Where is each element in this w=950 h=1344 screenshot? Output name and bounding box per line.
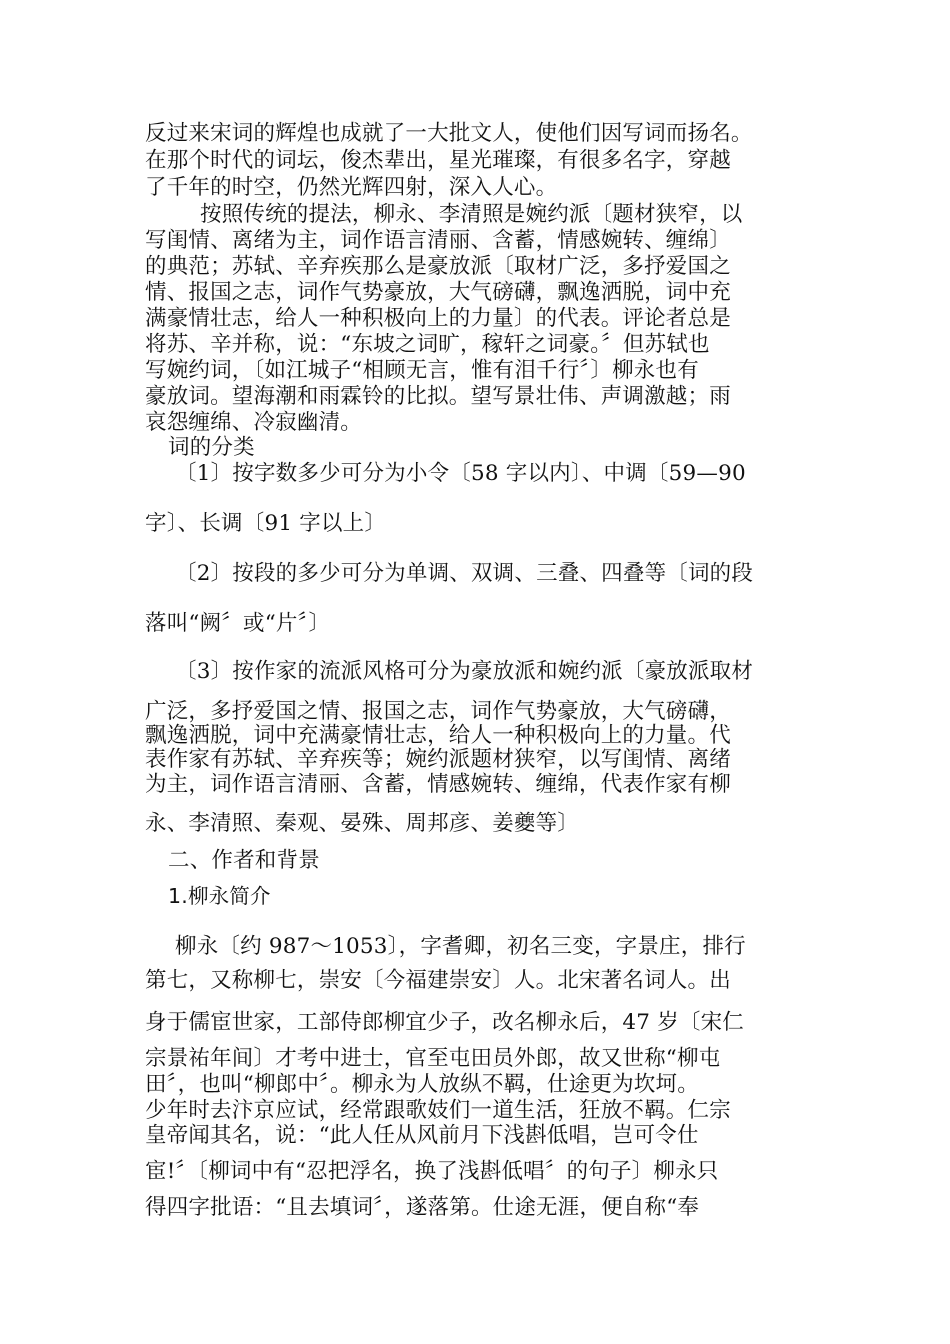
- bio-line: 皇帝闻其名，说：“此人任从风前月下浅斟低唱，岂可令仕: [145, 1123, 699, 1148]
- classification-item-3: 〔3〕按作家的流派风格可分为豪放派和婉约派〔豪放派取材: [175, 659, 754, 684]
- intro-line: 反过来宋词的辉煌也成就了一大批文人，使他们因写词而扬名。: [145, 121, 753, 146]
- styles-line: 情、报国之志，词作气势豪放，大气磅礴，飘逸洒脱，词中充: [145, 280, 731, 305]
- classification-item-1: 字〕、长调〔91 字以上〕: [145, 511, 387, 536]
- section-heading: 二、作者和背景: [168, 848, 320, 873]
- classification-item-3: 飘逸洒脱，词中充满豪情壮志，给人一种积极向上的力量。代: [145, 723, 731, 748]
- bio-line: 宗景祐年间〕才考中进士，官至屯田员外郎，故又世称“柳屯: [145, 1046, 721, 1071]
- intro-line: 了千年的时空，仍然光辉四射，深入人心。: [145, 175, 558, 200]
- classification-item-1: 〔1〕按字数多少可分为小令〔58 字以内〕、中调〔59—90: [175, 461, 746, 486]
- styles-line: 按照传统的提法，柳永、李清照是婉约派〔题材狭窄，以: [200, 202, 743, 227]
- classification-item-3: 永、李清照、秦观、晏殊、周邦彦、姜夔等〕: [145, 811, 580, 836]
- bio-line: 身于儒宦世家，工部侍郎柳宜少子，改名柳永后，47 岁〔宋仁: [145, 1010, 744, 1035]
- bio-line: 得四字批语：“且去填词〞，遂落第。仕途无涯，便自称“奉: [145, 1195, 700, 1220]
- classification-item-3: 为主，词作语言清丽、含蓄，情感婉转、缠绵，代表作家有柳: [145, 772, 731, 797]
- classification-item-3: 广泛，多抒爱国之情、报国之志，词作气势豪放，大气磅礴，: [145, 699, 731, 724]
- styles-line: 哀怨缠绵、冷寂幽清。: [145, 410, 363, 435]
- styles-line: 满豪情壮志，给人一种积极向上的力量〕的代表。评论者总是: [145, 306, 731, 331]
- styles-line: 将苏、辛并称，说：“东坡之词旷，稼轩之词豪。〞但苏轼也: [145, 332, 710, 357]
- bio-line: 田〞，也叫“柳郎中〞。柳永为人放纵不羁，仕途更为坎坷。: [145, 1072, 699, 1097]
- styles-line: 写婉约词，〔如江城子“相顾无言，惟有泪千行〞〕柳永也有: [145, 358, 699, 383]
- styles-line: 豪放词。望海潮和雨霖铃的比拟。望写景壮伟、声调激越；雨: [145, 384, 731, 409]
- bio-line: 宦!〞〔柳词中有“忍把浮名，换了浅斟低唱〞的句子〕柳永只: [145, 1159, 719, 1184]
- classification-item-2: 落叫“阙〞或“片〞〕: [145, 611, 331, 636]
- bio-line: 柳永〔约 987～1053〕，字耆卿，初名三变，字景庄，排行: [175, 934, 746, 959]
- bio-line: 少年时去汴京应试，经常跟歌妓们一道生活，狂放不羁。仁宗: [145, 1098, 731, 1123]
- intro-line: 在那个时代的词坛，俊杰辈出，星光璀璨，有很多名字，穿越: [145, 148, 731, 173]
- classification-heading: 词的分类: [168, 435, 255, 460]
- bio-line: 第七，又称柳七，崇安〔今福建崇安〕人。北宋著名词人。出: [145, 968, 731, 993]
- subsection-heading: 1.柳永简介: [168, 884, 271, 908]
- classification-item-2: 〔2〕按段的多少可分为单调、双调、三叠、四叠等〔词的段: [175, 561, 754, 586]
- styles-line: 的典范；苏轼、辛弃疾那么是豪放派〔取材广泛，多抒爱国之: [145, 254, 731, 279]
- styles-line: 写闺情、离绪为主，词作语言清丽、含蓄，情感婉转、缠绵〕: [145, 228, 731, 253]
- classification-item-3: 表作家有苏轼、辛弃疾等；婉约派题材狭窄，以写闺情、离绪: [145, 747, 731, 772]
